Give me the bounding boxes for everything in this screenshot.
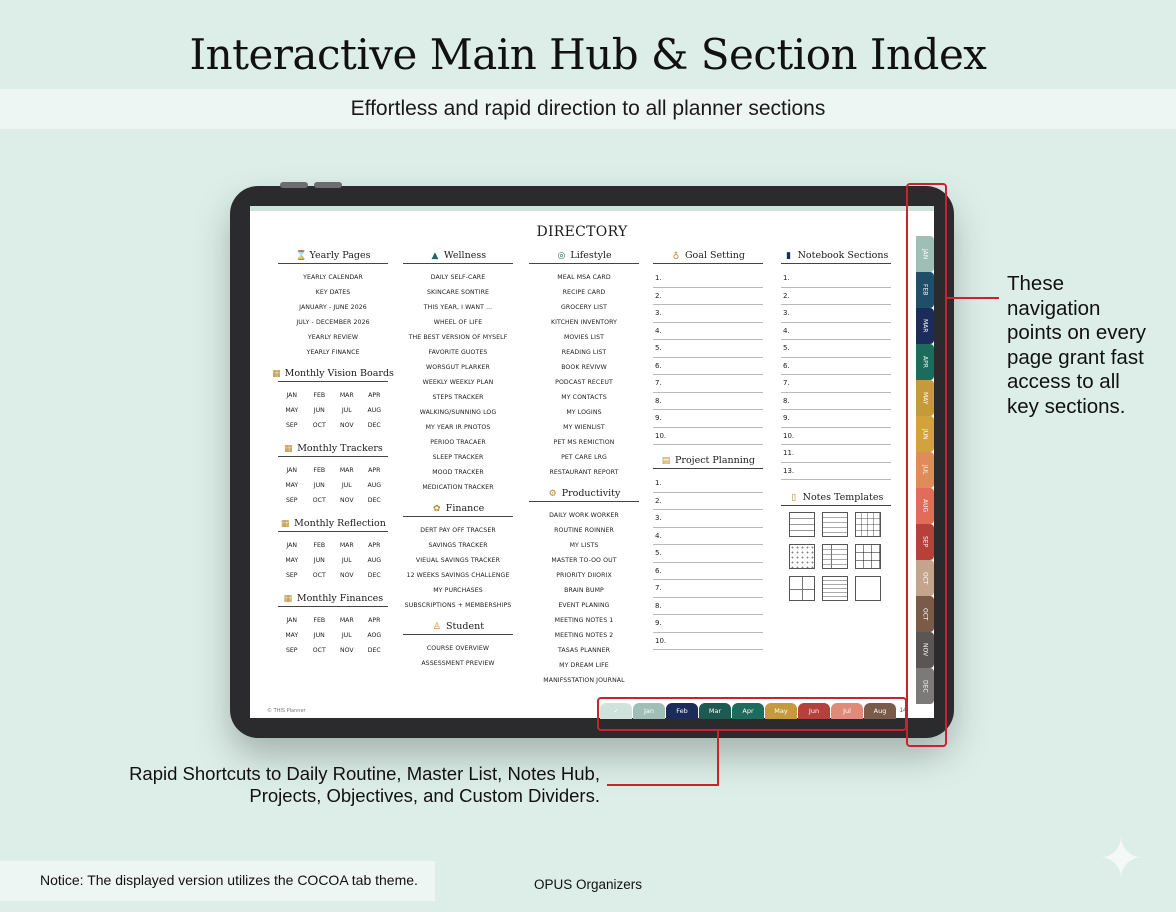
template-lined-narrow[interactable] [822,576,848,601]
project-slot[interactable]: 3. [653,510,763,528]
gears-icon: ⚙ [548,488,557,499]
link-item[interactable]: SUBSCRIPTIONS + MEMBERSHIPS [404,602,512,609]
section-project-planning[interactable] [653,455,763,469]
month-link[interactable]: FEB [313,542,326,549]
project-slot[interactable]: 2. [653,493,763,511]
goal-slot[interactable]: 8. [653,393,763,411]
month-link[interactable]: APR [368,392,381,399]
template-dotted[interactable] [789,544,815,569]
side-tab-mar[interactable]: MAR [916,308,934,344]
project-slot[interactable]: 10. [653,633,763,651]
notebook-slot[interactable]: 4. [781,323,891,341]
notes-template-grid [781,512,891,601]
section-monthly-reflection[interactable] [278,518,388,532]
template-split[interactable] [789,576,815,601]
link-item[interactable]: BOOK REVIVW [561,364,607,371]
month-link[interactable]: DEC [367,572,381,579]
link-item[interactable]: ASSESSMENT PREVIEW [421,660,495,667]
callout-connector-bottom-vertical [717,731,719,786]
section-label: Yearly Pages [309,250,371,261]
link-item[interactable]: JULY - DECEMBER 2026 [296,319,370,326]
link-item[interactable]: MY LOGINS [566,409,602,416]
section-notebook-sections[interactable] [781,250,891,264]
goal-slot[interactable]: 5. [653,340,763,358]
goal-slot[interactable]: 6. [653,358,763,376]
template-grid[interactable] [855,512,881,537]
goal-slot[interactable]: 4. [653,323,763,341]
month-link[interactable]: MAR [339,467,354,474]
month-link[interactable]: MAR [339,542,354,549]
column-notebook [781,250,891,601]
month-link[interactable]: SEP [285,647,298,654]
goal-slot[interactable]: 3. [653,305,763,323]
side-tab-oct[interactable]: OCT [916,560,934,596]
section-label: Goal Setting [684,250,746,261]
yoga-icon: ▲ [431,250,439,261]
link-item[interactable]: YEARLY REVIEW [307,334,359,341]
link-item[interactable]: PERIOO TRACAER [430,439,486,446]
notebook-slot[interactable]: 11. [781,445,891,463]
hourglass-icon: ⌛ [295,250,307,261]
bottom-tab-3[interactable]: Mar [699,703,731,719]
bottom-tab-more[interactable]: 14 [899,708,907,714]
column-yearly [272,250,394,668]
link-item[interactable]: MASTER TO-OO OUT [551,557,617,564]
link-item[interactable]: WORSGUT PLARKER [426,364,490,371]
month-link[interactable]: JUN [313,632,325,639]
highlight-bottom-tabs [597,697,907,731]
month-link[interactable]: JAN [286,467,298,474]
link-item[interactable]: PET MS REMICTION [553,439,615,446]
callout-bottom-line-1: Rapid Shortcuts to Daily Routine, Master List, Notes Hub, [129,763,600,784]
section-label: Monthly Trackers [297,443,383,454]
month-link[interactable]: OCT [312,497,326,504]
link-item[interactable]: FAVORITE GUOTES [428,349,488,356]
side-tab-jul[interactable]: JUL [916,452,934,488]
template-table[interactable] [855,544,881,569]
template-grid-lined[interactable] [789,512,815,537]
notebook-slot[interactable]: 6. [781,358,891,376]
month-link[interactable]: JUN [313,482,325,489]
callout-bottom-shortcuts [60,763,600,807]
link-item[interactable]: YEARLY CALENDAR [303,274,363,281]
month-link[interactable]: JAN [286,542,298,549]
link-item[interactable]: PRIORITY DIIORIX [556,572,612,579]
month-link[interactable]: APR [368,467,381,474]
link-item[interactable]: BRAIN BUMP [564,587,604,594]
link-item[interactable]: MEETING NOTES 1 [554,617,614,624]
month-link[interactable]: OCT [312,422,326,429]
project-slot[interactable]: 6. [653,563,763,581]
link-item[interactable]: PET CARE LRG [561,454,607,461]
month-link[interactable]: MAY [285,407,299,414]
link-item[interactable]: MOVIES LIST [563,334,605,341]
section-label: Student [445,621,485,632]
month-link[interactable]: JUN [313,407,325,414]
link-item[interactable]: READING LIST [561,349,607,356]
template-blank[interactable] [855,576,881,601]
sparkle-icon: ✦ [1098,829,1144,889]
column-lifestyle [529,250,639,688]
month-link[interactable]: MAR [339,392,354,399]
notebook-slot[interactable]: 7. [781,375,891,393]
notebook-slot[interactable]: 9. [781,410,891,428]
link-item[interactable]: YEARLY FINANCE [306,349,360,356]
bottom-tab-0[interactable]: ✓ [600,703,632,719]
calendar-icon: ▦ [283,593,293,604]
bottom-tab-8[interactable]: Aug [864,703,896,719]
student-icon: ♙ [432,621,441,632]
project-slot[interactable]: 8. [653,598,763,616]
directory-title: DIRECTORY [536,224,628,240]
side-tab-nov[interactable]: NOV [916,632,934,668]
notebook-slot[interactable]: 5. [781,340,891,358]
side-tab-feb[interactable]: FEB [916,272,934,308]
section-label: Notes Templates [802,492,884,503]
month-link[interactable]: JUL [341,407,352,414]
month-link[interactable]: JUL [341,557,352,564]
link-item[interactable]: JANUARY - JUNE 2026 [299,304,367,311]
section-label: Wellness [443,250,487,261]
section-monthly-trackers[interactable] [278,443,388,457]
highlight-side-tabs [906,183,947,747]
goal-slot[interactable]: 2. [653,288,763,306]
page-subtitle: Effortless and rapid direction to all planner sections [0,89,1176,129]
link-item[interactable]: THIS YEAR, I WANT ... [423,304,493,311]
link-item[interactable]: SKINCARE SONTIRE [426,289,489,296]
column-goals [653,250,763,650]
month-link[interactable]: FEB [313,617,326,624]
section-label: Monthly Vision Boards [284,368,394,379]
document-icon: ▯ [791,492,797,503]
project-slot[interactable]: 5. [653,545,763,563]
notebook-icon: ▮ [786,250,792,261]
callout-connector-right [947,297,999,299]
link-item[interactable]: MEAL MSA CARD [557,274,611,281]
callout-bottom-line-2: Projects, Objectives, and Custom Dividers. [249,785,600,806]
link-item[interactable]: COURSE OVERVIEW [426,645,490,652]
project-slot[interactable]: 9. [653,615,763,633]
section-monthly-vision-boards[interactable] [272,368,394,382]
month-link[interactable]: MAR [339,617,354,624]
link-item[interactable]: VIEUAL SAVINGS TRACKER [415,557,501,564]
goal-slot[interactable]: 9. [653,410,763,428]
tablet-volume-button [280,182,308,188]
side-tab-sep[interactable]: SEP [916,524,934,560]
section-label: Finance [445,503,485,514]
month-link[interactable]: JUL [341,482,352,489]
template-cornell[interactable] [822,544,848,569]
link-item[interactable]: MY CONTACTS [561,394,607,401]
month-link[interactable]: NOV [339,647,354,654]
screen-top-bar [250,206,934,211]
link-item[interactable]: RESTAURANT REPORT [549,469,619,476]
section-finance[interactable] [403,503,513,517]
link-item[interactable]: MANIFSSTATION JOURNAL [543,677,625,684]
link-item[interactable]: PODCAST RECEUT [555,379,613,386]
link-item[interactable]: DAILY WORK WORKER [549,512,619,519]
side-tab-oct[interactable]: OCT [916,596,934,632]
month-link[interactable]: AUG [367,482,382,489]
link-item[interactable]: MEDICATION TRACKER [422,484,494,491]
copyright-text: © THIS Planner [267,708,306,714]
calendar-icon: ▦ [283,443,293,454]
notebook-slot[interactable]: 2. [781,288,891,306]
side-tab-jun[interactable]: JUN [916,416,934,452]
month-link[interactable]: MAY [285,557,299,564]
section-label: Monthly Reflection [294,518,386,529]
notebook-slot[interactable]: 10. [781,428,891,446]
link-item[interactable]: TASAS PLANNER [557,647,611,654]
planner-screen [250,206,934,718]
link-item[interactable]: MY DREAM LIFE [559,662,609,669]
side-tab-apr[interactable]: APR [916,344,934,380]
goal-slot[interactable]: 1. [653,270,763,288]
section-label: Notebook Sections [797,250,889,261]
section-label: Project Planning [675,455,755,466]
link-item[interactable]: MY WIENLIST [563,424,605,431]
link-item[interactable]: SLEEP TRACKER [432,454,484,461]
link-item[interactable]: DERT PAY OFF TRACSER [420,527,496,534]
goal-slot[interactable]: 10. [653,428,763,446]
month-link[interactable]: AOG [367,632,382,639]
month-link[interactable]: APR [368,542,381,549]
side-tab-jan[interactable]: JAN [916,236,934,272]
link-item[interactable]: RECIPE CARD [562,289,606,296]
clipboard-icon: ▤ [661,455,671,466]
goal-slot[interactable]: 7. [653,375,763,393]
coins-icon: ✿ [432,503,441,514]
link-item[interactable]: KITCHEN INVENTORY [550,319,618,326]
month-link[interactable]: DEC [367,647,381,654]
section-label: Monthly Finances [296,593,384,604]
bottom-tab-2[interactable]: Feb [666,703,698,719]
link-item[interactable]: KEY DATES [315,289,351,296]
month-link[interactable]: OCT [312,647,326,654]
month-link[interactable]: DEC [367,497,381,504]
month-link[interactable]: FEB [313,467,326,474]
section-notes-templates[interactable] [781,492,891,506]
brand-name: OPUS Organizers [533,877,643,892]
section-goal-setting[interactable] [653,250,763,264]
month-link[interactable]: JUL [341,632,352,639]
bottom-tab-1[interactable]: Jan [633,703,665,719]
month-link[interactable]: JAN [286,392,298,399]
link-item[interactable]: EVENT PLANING [558,602,610,609]
month-link[interactable]: MAY [285,482,299,489]
theme-notice: Notice: The displayed version utilizes the COCOA tab theme. [0,861,435,901]
notebook-slot[interactable]: 1. [781,270,891,288]
month-link[interactable]: OCT [312,572,326,579]
month-link[interactable]: DEC [367,422,381,429]
month-link[interactable]: NOV [339,497,354,504]
page-title: Interactive Main Hub & Section Index [189,30,987,79]
side-tab-may[interactable]: MAY [916,380,934,416]
link-item[interactable]: SAVINGS TRACKER [428,542,488,549]
callout-connector-bottom-horizontal [607,784,719,786]
bottom-tab-5[interactable]: May [765,703,797,719]
project-slot[interactable]: 1. [653,475,763,493]
month-link[interactable]: AUG [367,557,382,564]
section-productivity[interactable] [529,488,639,502]
month-link[interactable]: SEP [285,497,298,504]
month-link[interactable]: NOV [339,422,354,429]
link-item[interactable]: MEETING NOTES 2 [554,632,614,639]
section-label: Productivity [561,488,621,499]
notebook-slot[interactable]: 8. [781,393,891,411]
link-item[interactable]: 12 WEEKS SAVINGS CHALLENGE [406,572,510,579]
month-link[interactable]: FEB [313,392,326,399]
link-item[interactable]: WALKING/SUNNING LOG [419,409,497,416]
section-label: Lifestyle [570,250,612,261]
link-item[interactable]: DAILY SELF-CARE [430,274,486,281]
section-wellness[interactable] [403,250,513,264]
notebook-slot[interactable]: 13. [781,463,891,481]
month-link[interactable]: MAY [285,632,299,639]
link-item[interactable]: MY YEAR IR PNOTOS [425,424,491,431]
month-link[interactable]: SEP [285,572,298,579]
calendar-icon: ▦ [272,368,281,379]
section-yearly-pages[interactable] [278,250,388,264]
link-item[interactable]: THE BEST VERSION OF MYSELF [408,334,508,341]
month-link[interactable]: SEP [285,422,298,429]
column-wellness [403,250,513,671]
compass-icon: ◎ [557,250,566,261]
notebook-slot[interactable]: 3. [781,305,891,323]
lightbulb-icon: ♁ [672,250,680,261]
bottom-tab-4[interactable]: Apr [732,703,764,719]
section-monthly-finances[interactable] [278,593,388,607]
link-item[interactable]: STEPS TRACKER [432,394,484,401]
bottom-tab-7[interactable]: Jul [831,703,863,719]
link-item[interactable]: WEEKLY WEEKLY PLAN [422,379,494,386]
callout-side-navigation: These navigation points on every page grant fast access to all key sections. [1007,272,1147,418]
month-link[interactable]: JAN [286,617,298,624]
link-item[interactable]: ROUTINE ROINNER [554,527,614,534]
tablet-power-button [314,182,342,188]
project-slot[interactable]: 4. [653,528,763,546]
side-tab-aug[interactable]: AUG [916,488,934,524]
side-tab-dec[interactable]: DEC [916,668,934,704]
calendar-icon: ▦ [280,518,290,529]
section-lifestyle[interactable] [529,250,639,264]
bottom-tab-6[interactable]: Jun [798,703,830,719]
link-item[interactable]: MOOD TRACKER [432,469,484,476]
link-item[interactable]: MY LISTS [569,542,599,549]
link-item[interactable]: WHEEL OF LIFE [433,319,483,326]
month-link[interactable]: JUN [313,557,325,564]
month-link[interactable]: APR [368,617,381,624]
month-link[interactable]: NOV [339,572,354,579]
project-slot[interactable]: 7. [653,580,763,598]
template-lined[interactable] [822,512,848,537]
link-item[interactable]: MY PURCHASES [433,587,483,594]
link-item[interactable]: GROCERY LIST [560,304,608,311]
section-student[interactable] [403,621,513,635]
month-link[interactable]: AUG [367,407,382,414]
